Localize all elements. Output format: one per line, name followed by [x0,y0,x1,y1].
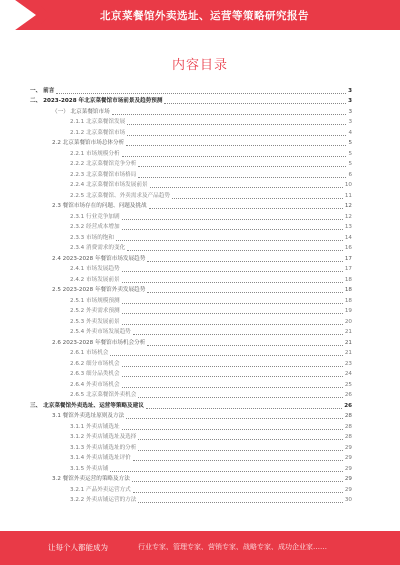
toc-entry-title: 2.2.2 北京菜餐馆竞争分析 [70,161,137,167]
toc-entry-title: 2.3 餐馆市场存在的问题、问题及挑战 [52,203,147,209]
toc-entry-page: 29 [344,455,352,461]
toc-entry[interactable] [30,252,352,263]
toc-entry[interactable] [30,147,352,158]
toc-entry-page: 29 [344,476,352,482]
toc-entry-page: 28 [344,434,352,440]
footer-slogan: 让每个人都能成为 [48,543,108,552]
toc-entry[interactable] [30,420,352,431]
toc-entry[interactable] [30,494,352,505]
toc-leader-dots [150,186,343,188]
toc-entry[interactable] [30,137,352,148]
toc-leader-dots [147,291,343,293]
toc-entry[interactable] [30,315,352,326]
toc-entry[interactable] [30,410,352,421]
toc-entry[interactable] [30,399,352,410]
toc-entry-title: 2.4.2 市场发展前景 [70,276,120,283]
toc-leader-dots [122,155,347,157]
toc-entry-title: 2.3.1 行业竞争加剧 [70,213,120,220]
toc-entry-title: 2.6.3 细分品类机会 [70,371,120,377]
toc-entry[interactable] [30,431,352,442]
toc-leader-dots [122,228,343,230]
toc-entry-page: 3 [348,98,352,104]
toc-entry-page: 25 [344,381,352,388]
toc-title: 内容目录 [171,58,228,73]
toc-entry-page: 5 [348,161,352,167]
toc-entry[interactable] [30,84,352,95]
toc-entry[interactable] [30,378,352,389]
toc-entry[interactable] [30,231,352,242]
toc-entry-title: 2.5.1 市场规模预测 [70,297,120,304]
toc-leader-dots [56,92,346,94]
toc-entry-page: 29 [344,444,352,451]
toc-entry-title: 2.4 2023-2028 年餐馆市场发展趋势 [52,255,146,262]
toc-entry-title: 2.2.5 北京菜餐馆、外卖需求及产品趋势 [70,192,170,199]
toc-entry-title: 2.2.1 市场规模分析 [70,150,120,157]
toc-leader-dots [133,333,343,335]
toc-entry[interactable] [30,263,352,274]
toc-entry-page: 12 [344,213,352,220]
toc-entry[interactable] [30,452,352,463]
toc-leader-dots [122,386,343,388]
table-of-contents [30,84,352,504]
toc-entry-title: 3.1 餐馆外卖选址原则及方法 [52,413,125,419]
toc-entry-title: 3.2.2 外卖店铺运营的方法 [70,497,137,503]
toc-entry-title: 三、 北京菜餐馆外卖选址、运营等策略及建议 [30,402,144,409]
toc-entry-page: 24 [344,371,352,377]
toc-entry-title: 2.2 北京菜餐馆市场总体分析 [52,140,125,146]
toc-entry-page: 29 [344,465,352,472]
toc-entry-title: 2.5.2 外卖需求预测 [70,308,120,314]
toc-entry-page: 4 [348,129,352,136]
toc-leader-dots [122,428,343,430]
toc-entry-page: 3 [348,87,352,94]
toc-entry[interactable] [30,179,352,190]
toc-entry-title: 3.1.1 外卖店铺选址 [70,423,120,430]
toc-entry-page: 3 [348,119,352,125]
toc-leader-dots [126,144,346,146]
toc-entry-page: 28 [344,423,352,430]
toc-leader-dots [146,407,342,409]
toc-entry[interactable] [30,473,352,484]
toc-entry-title: 2.2.4 北京菜餐馆市场发展前景 [70,182,148,188]
toc-entry[interactable] [30,336,352,347]
toc-leader-dots [110,354,342,356]
toc-entry-title: 2.2.3 北京菜餐馆市场格局 [70,171,137,178]
toc-leader-dots [147,344,343,346]
toc-leader-dots [116,239,343,241]
toc-entry[interactable] [30,95,352,106]
toc-entry[interactable] [30,126,352,137]
toc-leader-dots [112,113,347,115]
toc-entry-title: 2.6.1 市场机会 [70,350,109,356]
toc-entry-page: 12 [344,203,352,209]
toc-entry-title: （一） 北京菜餐馆市场 [52,108,110,115]
toc-leader-dots [138,501,343,503]
toc-entry-page: 29 [344,486,352,493]
toc-leader-dots [138,176,346,178]
toc-entry-title: 2.4.1 市场发展趋势 [70,266,120,272]
footer-roles: 行业专家、管理专家、营销专家、战略专家、成功企业家…… [138,543,327,551]
toc-entry-title: 一、 前言 [30,87,55,94]
toc-entry-title: 2.1.2 北京菜餐馆市场 [70,129,126,136]
toc-leader-dots [149,207,343,209]
toc-entry-page: 19 [344,308,352,314]
toc-entry-title: 二、 2023-2028 年北京菜餐馆市场前景及趋势预测 [30,98,163,104]
toc-entry-title: 3.1.4 外卖店铺选址评价 [70,455,131,461]
toc-entry[interactable] [30,347,352,358]
toc-leader-dots [122,270,343,272]
toc-entry-page: 11 [344,192,352,199]
toc-entry[interactable] [30,441,352,452]
toc-entry-title: 2.3.4 消费需求的变化 [70,245,126,251]
toc-leader-dots [126,417,343,419]
toc-leader-dots [122,312,343,314]
header-bar [0,0,400,30]
toc-entry[interactable] [30,284,352,295]
toc-entry[interactable] [30,273,352,284]
toc-entry[interactable] [30,210,352,221]
toc-leader-dots [127,123,346,125]
toc-entry-page: 18 [344,297,352,304]
toc-leader-dots [132,480,343,482]
toc-entry-title: 3.1.5 外卖店铺 [70,465,109,472]
toc-leader-dots [122,365,343,367]
toc-leader-dots [138,396,343,398]
toc-entry[interactable] [30,105,352,116]
toc-entry-title: 2.5.3 外卖发展前景 [70,318,120,325]
toc-leader-dots [122,218,343,220]
toc-entry-page: 28 [344,413,352,419]
toc-leader-dots [138,165,346,167]
toc-entry-title: 3.2 餐馆外卖运营的策略及方法 [52,476,130,482]
toc-entry[interactable] [30,158,352,169]
toc-entry[interactable] [30,221,352,232]
toc-entry-title: 3.2.1 产品外卖运营方式 [70,486,131,493]
toc-entry-page: 13 [344,224,352,230]
toc-entry-page: 17 [344,255,352,262]
toc-entry[interactable] [30,483,352,494]
toc-entry[interactable] [30,389,352,400]
footer-bar [0,531,400,565]
toc-entry-title: 2.3.2 经营成本增加 [70,224,120,230]
toc-leader-dots [122,281,343,283]
toc-entry[interactable] [30,305,352,316]
toc-entry-page: 21 [344,329,352,335]
toc-entry-page: 17 [344,266,352,272]
header-title: 北京菜餐馆外卖选址、运营等策略研究报告 [100,10,309,22]
toc-leader-dots [147,260,343,262]
toc-entry-page: 16 [344,245,352,251]
toc-entry-title: 2.3.3 市场的饱和 [70,234,114,241]
toc-leader-dots [122,375,343,377]
toc-entry-title: 2.6.4 外卖市场机会 [70,381,120,388]
toc-leader-dots [127,134,346,136]
toc-entry[interactable] [30,357,352,368]
toc-entry-title: 3.1.2 外卖店铺选址及选择 [70,434,137,440]
toc-entry-title: 3.1.3 外卖店铺选址的分析 [70,444,137,451]
toc-entry-page: 18 [344,287,352,293]
toc-entry-page: 26 [344,402,352,409]
toc-entry-page: 21 [344,350,352,356]
toc-entry-page: 21 [344,339,352,346]
toc-entry-title: 2.6.5 北京菜餐馆外卖机会 [70,392,137,398]
toc-entry-title: 2.6 2023-2028 年餐馆市场机会分析 [52,339,146,346]
toc-entry-title: 2.1.1 北京菜餐馆发展 [70,119,126,125]
toc-entry-page: 14 [344,234,352,241]
toc-leader-dots [133,491,343,493]
toc-entry-page: 26 [344,392,352,398]
toc-entry-page: 23 [344,360,352,367]
toc-leader-dots [138,449,343,451]
toc-entry[interactable] [30,462,352,473]
toc-entry[interactable] [30,294,352,305]
toc-entry[interactable] [30,200,352,211]
toc-leader-dots [127,249,343,251]
toc-entry-page: 5 [348,140,352,146]
toc-entry-page: 30 [344,497,352,503]
toc-entry-title: 2.5.4 外卖市场发展趋势 [70,329,131,335]
toc-entry-page: 20 [344,318,352,325]
toc-entry-title: 2.6.2 细分市场机会 [70,360,120,367]
toc-entry[interactable] [30,116,352,127]
toc-entry-page: 3 [348,108,352,115]
toc-entry-page: 6 [348,171,352,178]
toc-leader-dots [110,470,342,472]
toc-entry[interactable] [30,242,352,253]
toc-entry-page: 5 [348,150,352,157]
toc-leader-dots [133,459,343,461]
toc-entry-title: 2.5 2023-2028 年餐馆外卖发展趋势 [52,287,146,293]
toc-entry-page: 18 [344,276,352,283]
toc-entry[interactable] [30,368,352,379]
toc-leader-dots [122,323,343,325]
toc-leader-dots [138,438,343,440]
toc-leader-dots [122,302,343,304]
toc-leader-dots [172,197,343,199]
toc-entry[interactable] [30,189,352,200]
toc-entry[interactable] [30,168,352,179]
toc-entry-page: 10 [344,182,352,188]
toc-entry[interactable] [30,326,352,337]
toc-leader-dots [164,102,346,104]
